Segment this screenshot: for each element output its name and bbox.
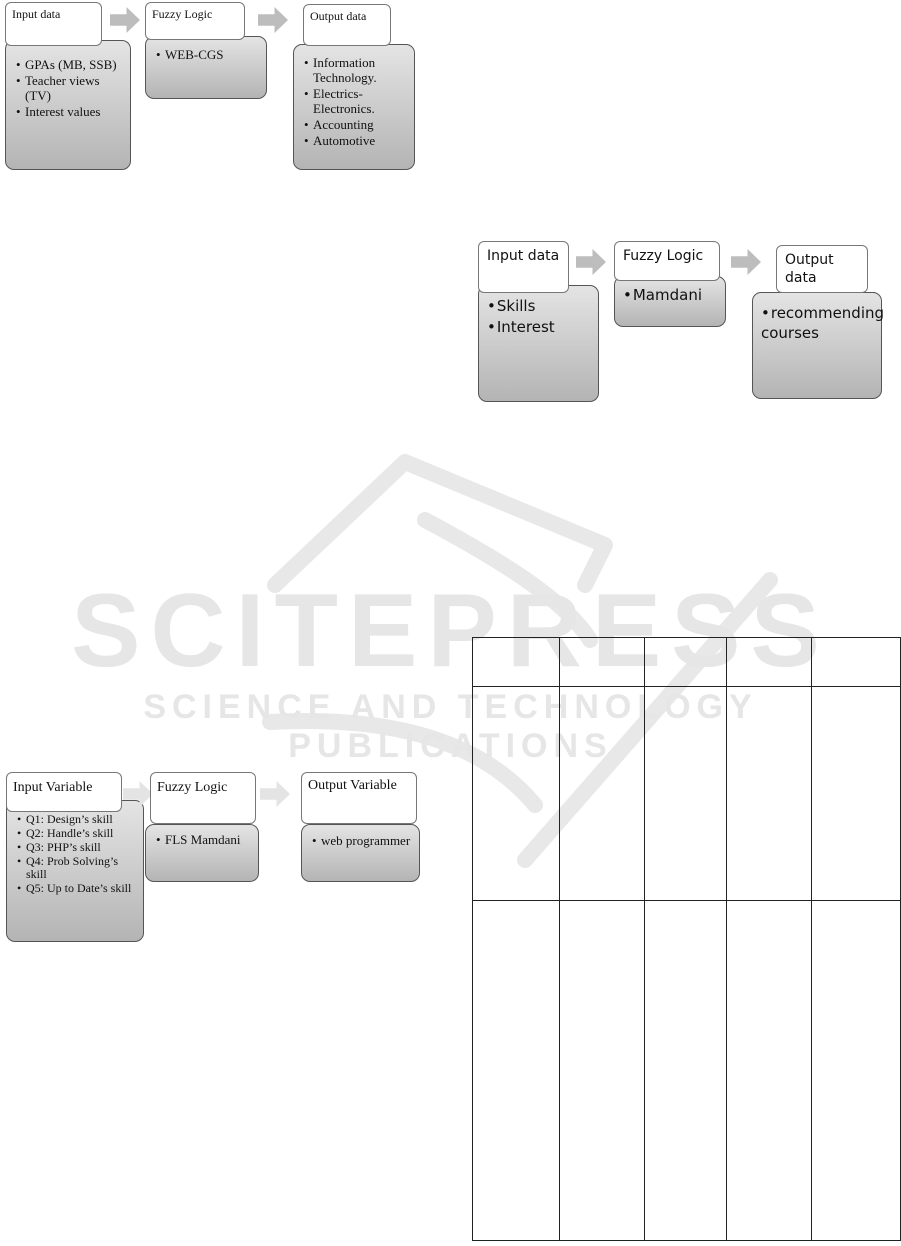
list-item: • Information Technology. <box>304 55 408 85</box>
arrow-right-icon <box>110 7 140 33</box>
d2-input-box <box>478 285 599 402</box>
d1-output-box <box>293 44 415 170</box>
table-cell <box>727 638 812 687</box>
d2-output-header: Output data <box>776 245 868 293</box>
list-item: • Teacher views (TV) <box>16 73 124 103</box>
list-item: • GPAs (MB, SSB) <box>16 57 124 72</box>
list-item: • Q5: Up to Date’s skill <box>17 882 137 895</box>
arrow-right-icon <box>576 249 606 275</box>
table-cell <box>727 687 812 901</box>
list-item: • Q4: Prob Solving’s skill <box>17 855 137 881</box>
table-cell <box>473 638 560 687</box>
empty-table <box>472 637 901 1241</box>
list-item: • web programmer <box>312 833 413 848</box>
d1-output-header: Output data <box>303 4 391 46</box>
watermark-subtitle: SCIENCE AND TECHNOLOGY PUBLICATIONS <box>143 688 758 765</box>
d3-logic-header: Fuzzy Logic <box>150 772 256 824</box>
d3-output-header: Output Variable <box>301 772 417 824</box>
list-item: • WEB-CGS <box>156 47 260 62</box>
d3-output-box <box>301 824 420 882</box>
d3-input-header: Input Variable <box>6 772 122 812</box>
table-cell <box>559 638 644 687</box>
d2-output-box <box>752 292 885 399</box>
table-row <box>473 901 901 1241</box>
list-item: • Accounting <box>304 117 408 132</box>
table-cell <box>644 901 727 1241</box>
list-item: • Mamdani <box>623 285 719 305</box>
table-cell <box>473 901 560 1241</box>
list-item: • Q1: Design’s skill <box>17 813 137 826</box>
list-item: • FLS Mamdani <box>156 832 252 847</box>
arrow-right-icon <box>258 7 288 33</box>
table-cell <box>812 901 901 1241</box>
list-item: • Interest <box>487 317 592 337</box>
table-cell <box>812 638 901 687</box>
table-row <box>473 687 901 901</box>
d1-input-header: Input data <box>5 2 102 46</box>
d1-input-box <box>5 40 131 170</box>
table-row <box>473 638 901 687</box>
table-cell <box>727 901 812 1241</box>
watermark-title: SCITEPRESS <box>71 573 830 689</box>
table-cell <box>559 901 644 1241</box>
table-cell <box>559 687 644 901</box>
arrow-right-icon <box>260 781 290 807</box>
table-cell <box>644 687 727 901</box>
d1-logic-box <box>145 36 267 99</box>
list-item: • Interest values <box>16 104 124 119</box>
list-item: • Automotive <box>304 133 408 148</box>
list-item: • recommending courses <box>761 303 875 343</box>
list-item: • Skills <box>487 296 592 316</box>
table-cell <box>812 687 901 901</box>
d3-logic-box <box>145 824 259 882</box>
list-item: • Electrics-Electronics. <box>304 86 408 116</box>
arrow-right-icon <box>731 249 761 275</box>
d3-input-box <box>6 800 144 942</box>
list-item: • Q3: PHP’s skill <box>17 841 137 854</box>
d2-logic-header: Fuzzy Logic <box>614 241 720 281</box>
d1-logic-header: Fuzzy Logic <box>145 2 245 40</box>
table-cell <box>473 687 560 901</box>
table-cell <box>644 638 727 687</box>
list-item: • Q2: Handle’s skill <box>17 827 137 840</box>
d2-input-header: Input data <box>478 241 569 293</box>
d2-logic-box <box>614 276 726 327</box>
